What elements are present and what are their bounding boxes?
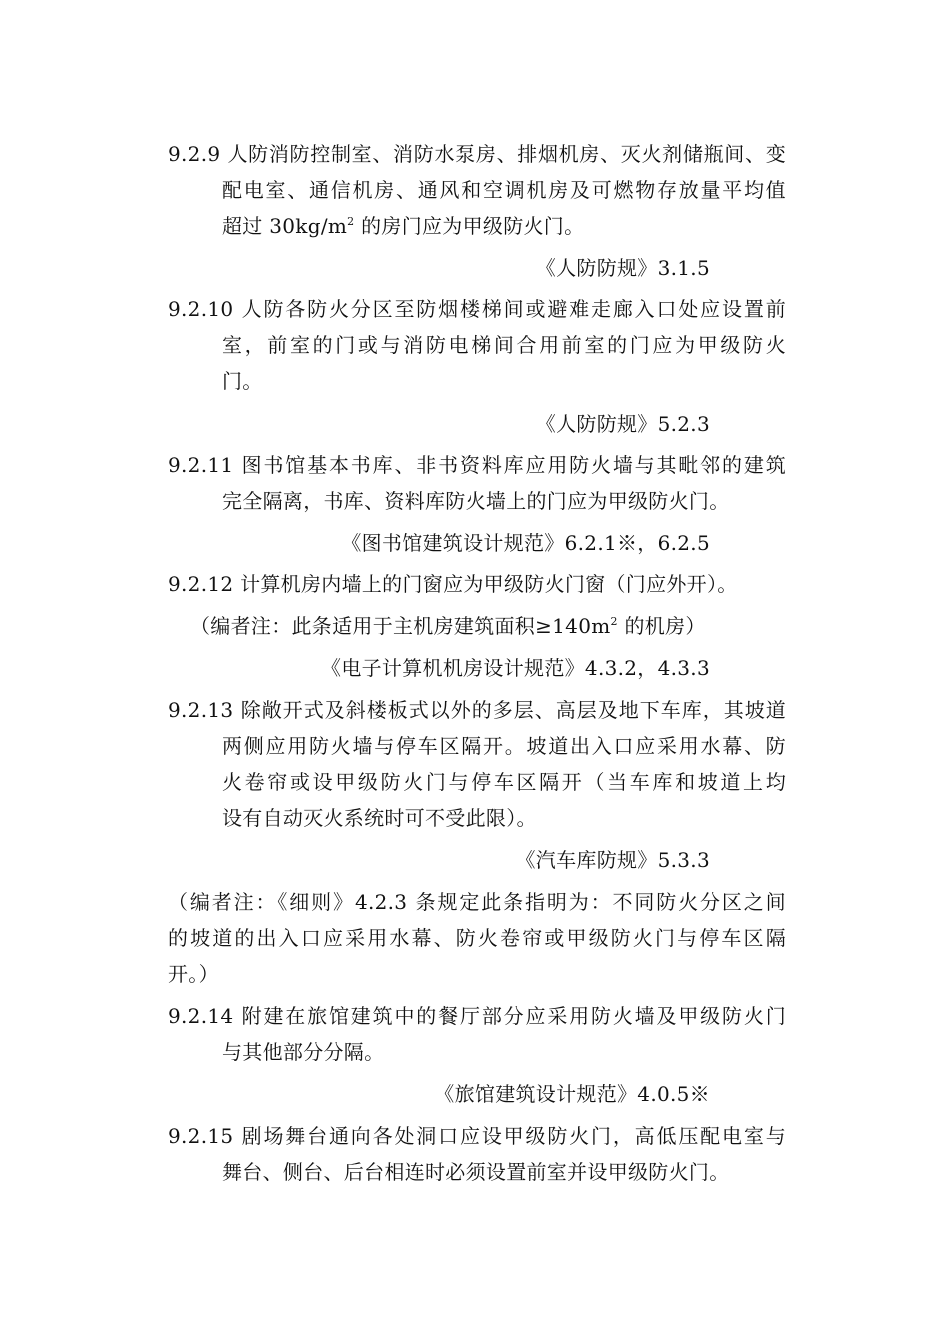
clause-9-2-13-editor-note-line-2: 的坡道的出入口应采用水幕、防火卷帘或甲级防火门与停车区隔 — [168, 926, 786, 950]
clause-9-2-10-line-2: 室，前室的门或与消防电梯间合用前室的门应为甲级防火 — [222, 333, 786, 357]
clause-9-2-13-editor-note-line-3: 开。） — [168, 962, 219, 986]
clause-9-2-12-source: 《电子计算机机房设计规范》4.3.2，4.3.3 — [321, 656, 710, 680]
clause-text: 的房门应为甲级防火门。 — [354, 214, 585, 238]
clause-9-2-15-line-1: 9.2.15 剧场舞台通向各处洞口应设甲级防火门，高低压配电室与 — [168, 1124, 786, 1148]
clause-9-2-9-line-1: 9.2.9 人防消防控制室、消防水泵房、排烟机房、灭火剂储瓶间、变 — [168, 142, 786, 166]
clause-9-2-10-line-3: 门。 — [222, 369, 263, 393]
clause-9-2-10-line-1: 9.2.10 人防各防火分区至防烟楼梯间或避难走廊入口处应设置前 — [168, 297, 786, 321]
note-text: （编者注：此条适用于主机房建筑面积≥140m — [190, 614, 611, 638]
clause-9-2-9-line-2: 配电室、通信机房、通风和空调机房及可燃物存放量平均值 — [222, 178, 786, 202]
clause-text: 超过 30kg/m — [222, 214, 348, 238]
clause-9-2-15-line-2: 舞台、侧台、后台相连时必须设置前室并设甲级防火门。 — [222, 1160, 730, 1184]
clause-9-2-10-source: 《人防防规》5.2.3 — [535, 412, 710, 436]
clause-9-2-12-editor-note — [190, 612, 706, 640]
clause-9-2-14-source: 《旅馆建筑设计规范》4.0.5※ — [434, 1082, 710, 1106]
clause-9-2-11-line-2: 完全隔离，书库、资料库防火墙上的门应为甲级防火门。 — [222, 489, 730, 513]
note-text: 的机房） — [617, 614, 706, 638]
clause-9-2-11-source: 《图书馆建筑设计规范》6.2.1※，6.2.5 — [341, 531, 710, 555]
clause-9-2-13-line-1: 9.2.13 除敞开式及斜楼板式以外的多层、高层及地下车库，其坡道 — [168, 698, 786, 722]
clause-9-2-14-line-1: 9.2.14 附建在旅馆建筑中的餐厅部分应采用防火墙及甲级防火门 — [168, 1004, 786, 1028]
clause-9-2-14-line-2: 与其他部分分隔。 — [222, 1040, 385, 1064]
clause-9-2-9-line-3 — [222, 212, 584, 240]
clause-9-2-13-source: 《汽车库防规》5.3.3 — [515, 848, 710, 872]
superscript: 2 — [610, 615, 618, 628]
clause-9-2-11-line-1: 9.2.11 图书馆基本书库、非书资料库应用防火墙与其毗邻的建筑 — [168, 453, 786, 477]
clause-9-2-13-line-4: 设有自动灭火系统时可不受此限）。 — [222, 806, 537, 830]
clause-9-2-12-line-1: 9.2.12 计算机房内墙上的门窗应为甲级防火门窗（门应外开）。 — [168, 572, 738, 596]
clause-9-2-13-line-2: 两侧应用防火墙与停车区隔开。坡道出入口应采用水幕、防 — [222, 734, 786, 758]
superscript: 2 — [347, 215, 355, 228]
clause-9-2-13-editor-note-line-1: （编者注：《细则》4.2.3 条规定此条指明为：不同防火分区之间 — [168, 890, 786, 914]
clause-9-2-9-source: 《人防防规》3.1.5 — [535, 256, 710, 280]
clause-9-2-13-line-3: 火卷帘或设甲级防火门与停车区隔开（当车库和坡道上均 — [222, 770, 786, 794]
